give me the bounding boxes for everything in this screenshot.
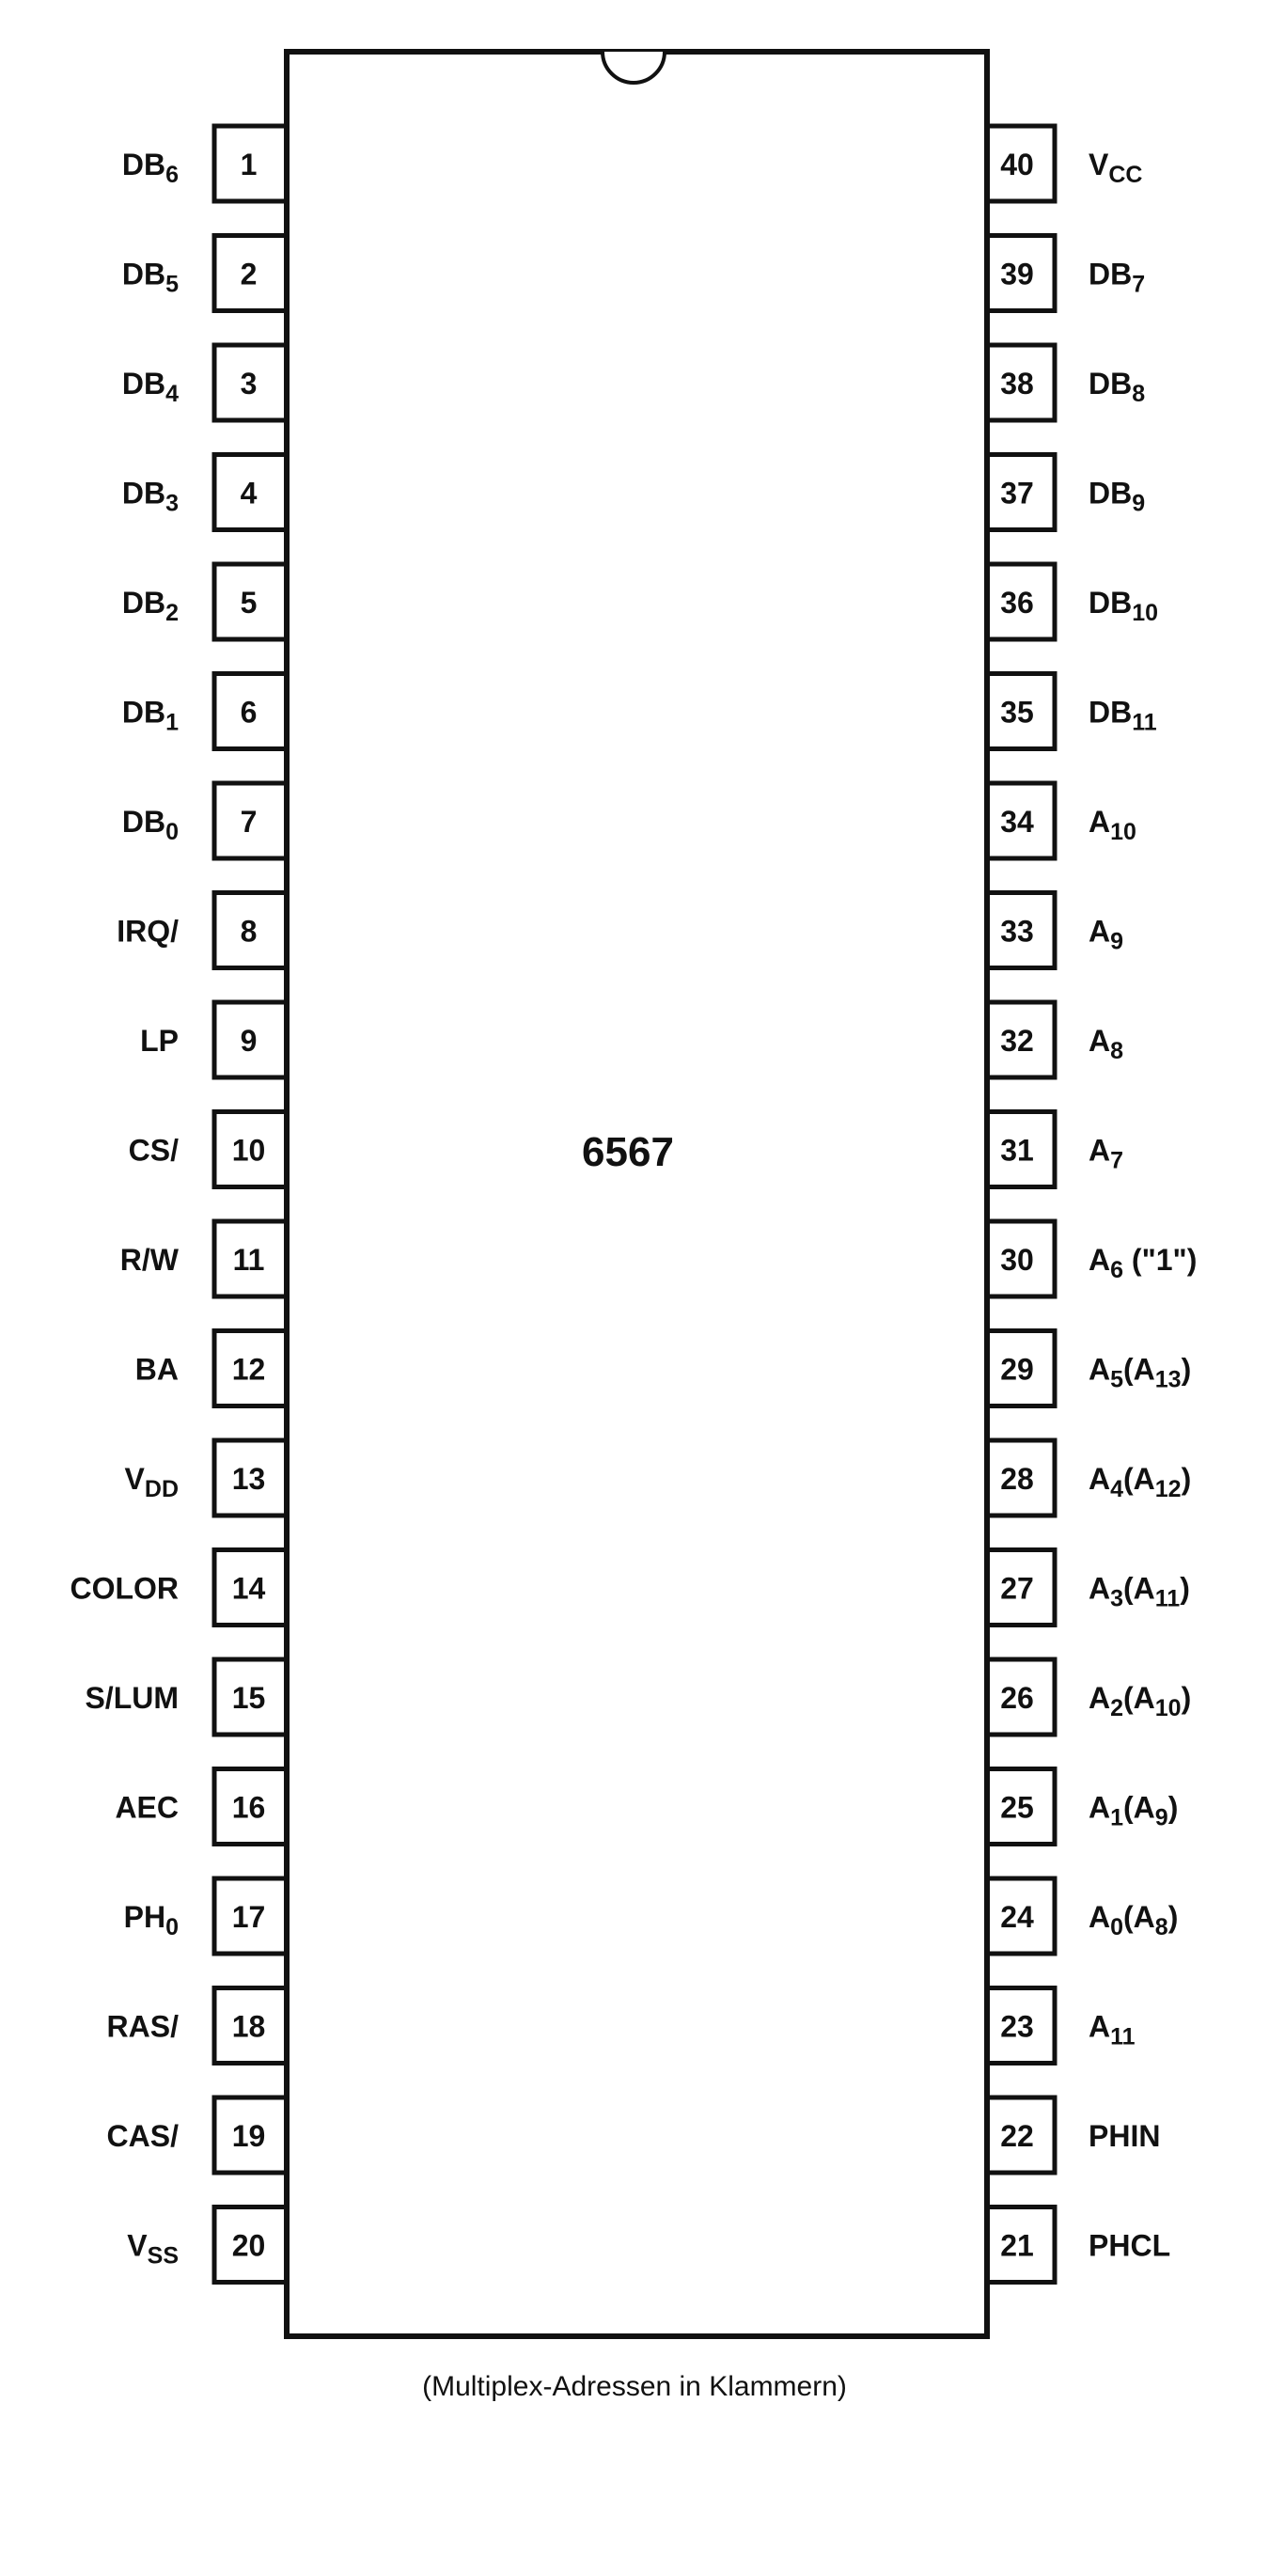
pin-38 bbox=[987, 345, 1055, 420]
pin-signal-label: CAS/ bbox=[106, 2119, 179, 2153]
pin-label-subscript: 10 bbox=[1132, 600, 1159, 626]
pin-31 bbox=[987, 1112, 1055, 1187]
pin-number: 31 bbox=[1000, 1133, 1034, 1168]
pin-signal-label: BA bbox=[134, 1352, 179, 1387]
pin-number: 13 bbox=[231, 1462, 266, 1496]
pin-label-subscript: 3 bbox=[1110, 1585, 1124, 1612]
pin-3 bbox=[214, 345, 287, 420]
pin-label-subscript: 6 bbox=[165, 162, 179, 188]
pin-label-subscript: 4 bbox=[165, 381, 179, 407]
pin-number: 34 bbox=[1000, 805, 1034, 839]
pin-number: 22 bbox=[1000, 2119, 1034, 2153]
pin-label-subscript: 8 bbox=[1132, 381, 1146, 407]
pin-27 bbox=[987, 1550, 1055, 1626]
pin-14 bbox=[214, 1550, 287, 1626]
pin-2 bbox=[214, 236, 287, 311]
diagram-caption: (Multiplex-Adressen in Klammern) bbox=[422, 2371, 847, 2402]
pin-label-subscript: 2 bbox=[1110, 1695, 1124, 1721]
pin-signal-label: $DB_8$ bbox=[1089, 367, 1146, 407]
pin-4 bbox=[214, 455, 287, 530]
pin-13 bbox=[214, 1440, 287, 1516]
pin-signal-label: $PH_0$ bbox=[123, 1900, 179, 1940]
pin-34 bbox=[987, 783, 1055, 858]
pin-number: 25 bbox=[1000, 1790, 1034, 1825]
pin-signal-label: $V_{CC}$ bbox=[1089, 148, 1143, 188]
pin-number: 2 bbox=[240, 257, 258, 291]
pin-label-subscript: CC bbox=[1108, 162, 1143, 188]
pin-signal-label: AEC bbox=[115, 1790, 179, 1825]
pin-35 bbox=[987, 674, 1055, 749]
pin-signal-label: $DB_{11}$ bbox=[1089, 695, 1157, 736]
pin-label-subscript: DD bbox=[144, 1476, 179, 1502]
pin-label-subscript: 1 bbox=[1110, 1804, 1124, 1831]
pin-number: 26 bbox=[1000, 1681, 1034, 1715]
pin-signal-label: RAS/ bbox=[106, 2009, 179, 2044]
pin-20 bbox=[214, 2207, 287, 2283]
pin-signal-label: $A_5(A_{13})$ bbox=[1089, 1352, 1192, 1393]
pin-number: 21 bbox=[1000, 2228, 1034, 2263]
pin-signal-label: $V_{SS}$ bbox=[127, 2228, 179, 2270]
chip-body bbox=[287, 52, 987, 2336]
pin-signal-label: $A_6$ ("1") bbox=[1089, 1243, 1198, 1283]
pin-label-subscript: 2 bbox=[165, 600, 179, 626]
pin-number: 18 bbox=[231, 2009, 266, 2044]
pin-number: 1 bbox=[240, 148, 258, 181]
pin-number: 16 bbox=[231, 1790, 266, 1825]
pin-number: 35 bbox=[1000, 695, 1034, 730]
pin-label-subscript: 10 bbox=[1110, 819, 1136, 845]
pin-32 bbox=[987, 1002, 1055, 1077]
pin-10 bbox=[214, 1112, 287, 1187]
pin-33 bbox=[987, 893, 1055, 968]
pin-18 bbox=[214, 1988, 287, 2064]
pin-17 bbox=[214, 1878, 287, 1954]
pin-1 bbox=[214, 126, 287, 201]
pin-signal-label: $DB_5$ bbox=[121, 257, 179, 298]
pin-8 bbox=[214, 893, 287, 968]
pin-label-subscript: 8 bbox=[1110, 1038, 1124, 1064]
pin-36 bbox=[987, 564, 1055, 639]
pin-number: 29 bbox=[1000, 1352, 1034, 1387]
pin-signal-label: $A_1(A_9)$ bbox=[1089, 1790, 1179, 1831]
pin-5 bbox=[214, 564, 287, 639]
pin-signal-label: $DB_3$ bbox=[121, 476, 179, 517]
pin-11 bbox=[214, 1221, 287, 1296]
pin-number: 24 bbox=[1000, 1900, 1034, 1934]
pin-number: 5 bbox=[240, 586, 258, 620]
pin-number: 30 bbox=[1000, 1243, 1034, 1277]
pin-signal-label: S/LUM bbox=[85, 1681, 179, 1715]
pin-label-subscript: 0 bbox=[165, 1914, 179, 1940]
pin-24 bbox=[987, 1878, 1055, 1954]
pin-40 bbox=[987, 126, 1055, 201]
pin-26 bbox=[987, 1659, 1055, 1735]
pin-number: 4 bbox=[240, 476, 258, 510]
pin-12 bbox=[214, 1331, 287, 1406]
pin-signal-label: $DB_9$ bbox=[1089, 476, 1146, 517]
pin-number: 36 bbox=[1000, 586, 1034, 620]
pin-signal-label: $DB_2$ bbox=[121, 586, 179, 626]
pin-label-subscript: 3 bbox=[165, 490, 179, 517]
pin-signal-label: CS/ bbox=[128, 1133, 179, 1168]
pin-signal-label: $A_3(A_{11})$ bbox=[1089, 1571, 1190, 1612]
pin-number: 3 bbox=[240, 367, 258, 401]
pin-number: 40 bbox=[1000, 148, 1034, 181]
pin-number: 15 bbox=[231, 1681, 266, 1715]
pin-signal-label: $DB_1$ bbox=[121, 695, 179, 736]
pin-label-subscript: SS bbox=[147, 2242, 179, 2270]
pin-number: 9 bbox=[240, 1024, 258, 1058]
pin-signal-label: $DB_6$ bbox=[121, 148, 179, 188]
pin-label-subscript: 7 bbox=[1132, 271, 1146, 298]
pin-signal-label: $A_9$ bbox=[1089, 914, 1124, 955]
pin-label-subscript: 5 bbox=[165, 271, 179, 298]
pin-number: 39 bbox=[1000, 257, 1034, 291]
pin-signal-label: $A_4(A_{12})$ bbox=[1089, 1462, 1192, 1502]
pin-number: 33 bbox=[1000, 914, 1034, 949]
pin-label-subscript: 1 bbox=[165, 709, 179, 736]
pin-number: 10 bbox=[231, 1133, 266, 1168]
pin-label-subscript: 0 bbox=[165, 819, 179, 845]
pin-number: 38 bbox=[1000, 367, 1034, 401]
pin-28 bbox=[987, 1440, 1055, 1516]
pin-29 bbox=[987, 1331, 1055, 1406]
pin-signal-label: $A_0(A_8)$ bbox=[1089, 1900, 1179, 1940]
pin-signal-label: COLOR bbox=[70, 1571, 179, 1606]
pin-number: 20 bbox=[231, 2228, 266, 2263]
pin-label-subscript: 5 bbox=[1110, 1366, 1124, 1393]
pin-number: 7 bbox=[240, 805, 258, 839]
pin-signal-label: $A_{10}$ bbox=[1089, 805, 1136, 845]
pin-37 bbox=[987, 455, 1055, 530]
pin-25 bbox=[987, 1769, 1055, 1845]
pin-label-subscript: 9 bbox=[1110, 928, 1124, 955]
pin-label-subscript: 7 bbox=[1110, 1147, 1124, 1174]
pin-signal-label: R/W bbox=[119, 1243, 179, 1277]
pin-number: 17 bbox=[231, 1900, 266, 1934]
pin-label-subscript: 9 bbox=[1132, 490, 1146, 517]
pin-19 bbox=[214, 2097, 287, 2173]
pin-number: 11 bbox=[232, 1243, 265, 1277]
pin-signal-label: $A_7$ bbox=[1089, 1133, 1124, 1174]
pin-signal-label: PHCL bbox=[1089, 2228, 1171, 2263]
pin-16 bbox=[214, 1769, 287, 1845]
pin-number: 14 bbox=[231, 1571, 266, 1606]
pin-signal-label: $A_8$ bbox=[1089, 1024, 1124, 1064]
pin-number: 19 bbox=[231, 2119, 266, 2153]
pin-signal-label: $A_{11}$ bbox=[1089, 2009, 1136, 2050]
pin-signal-label: LP bbox=[140, 1024, 179, 1058]
pin-signal-label: PHIN bbox=[1089, 2119, 1161, 2153]
pin-number: 32 bbox=[1000, 1024, 1034, 1058]
pin-39 bbox=[987, 236, 1055, 311]
pin-number: 37 bbox=[1000, 476, 1034, 510]
pin-number: 28 bbox=[1000, 1462, 1034, 1496]
pin-number: 27 bbox=[1000, 1571, 1034, 1606]
pin-number: 12 bbox=[231, 1352, 266, 1387]
pin-label-subscript: 6 bbox=[1110, 1257, 1124, 1283]
pin-6 bbox=[214, 674, 287, 749]
pin-signal-label: $V_{DD}$ bbox=[124, 1462, 179, 1502]
pin-signal-label: $DB_7$ bbox=[1089, 257, 1146, 298]
pin-signal-label: $DB_0$ bbox=[121, 805, 179, 845]
pin-9 bbox=[214, 1002, 287, 1077]
pin-signal-label: $DB_{10}$ bbox=[1089, 586, 1159, 626]
pin-number: 23 bbox=[1000, 2009, 1034, 2044]
pin-30 bbox=[987, 1221, 1055, 1296]
pin-21 bbox=[987, 2207, 1055, 2283]
pin-23 bbox=[987, 1988, 1055, 2064]
pin-22 bbox=[987, 2097, 1055, 2173]
pin-label-subscript: 4 bbox=[1110, 1476, 1124, 1502]
pin-7 bbox=[214, 783, 287, 858]
pin-number: 6 bbox=[240, 695, 258, 730]
pin-number: 8 bbox=[240, 914, 258, 949]
pin-15 bbox=[214, 1659, 287, 1735]
pin-signal-label: IRQ/ bbox=[117, 914, 179, 949]
pin-signal-label: $DB_4$ bbox=[121, 367, 179, 407]
pin-signal-label: $A_2(A_{10})$ bbox=[1089, 1681, 1192, 1721]
chip-name: 6567 bbox=[582, 1129, 674, 1175]
pin-label-subscript: 11 bbox=[1132, 709, 1157, 736]
pin-label-subscript: 11 bbox=[1110, 2023, 1136, 2050]
pin-label-subscript: 0 bbox=[1110, 1914, 1124, 1940]
